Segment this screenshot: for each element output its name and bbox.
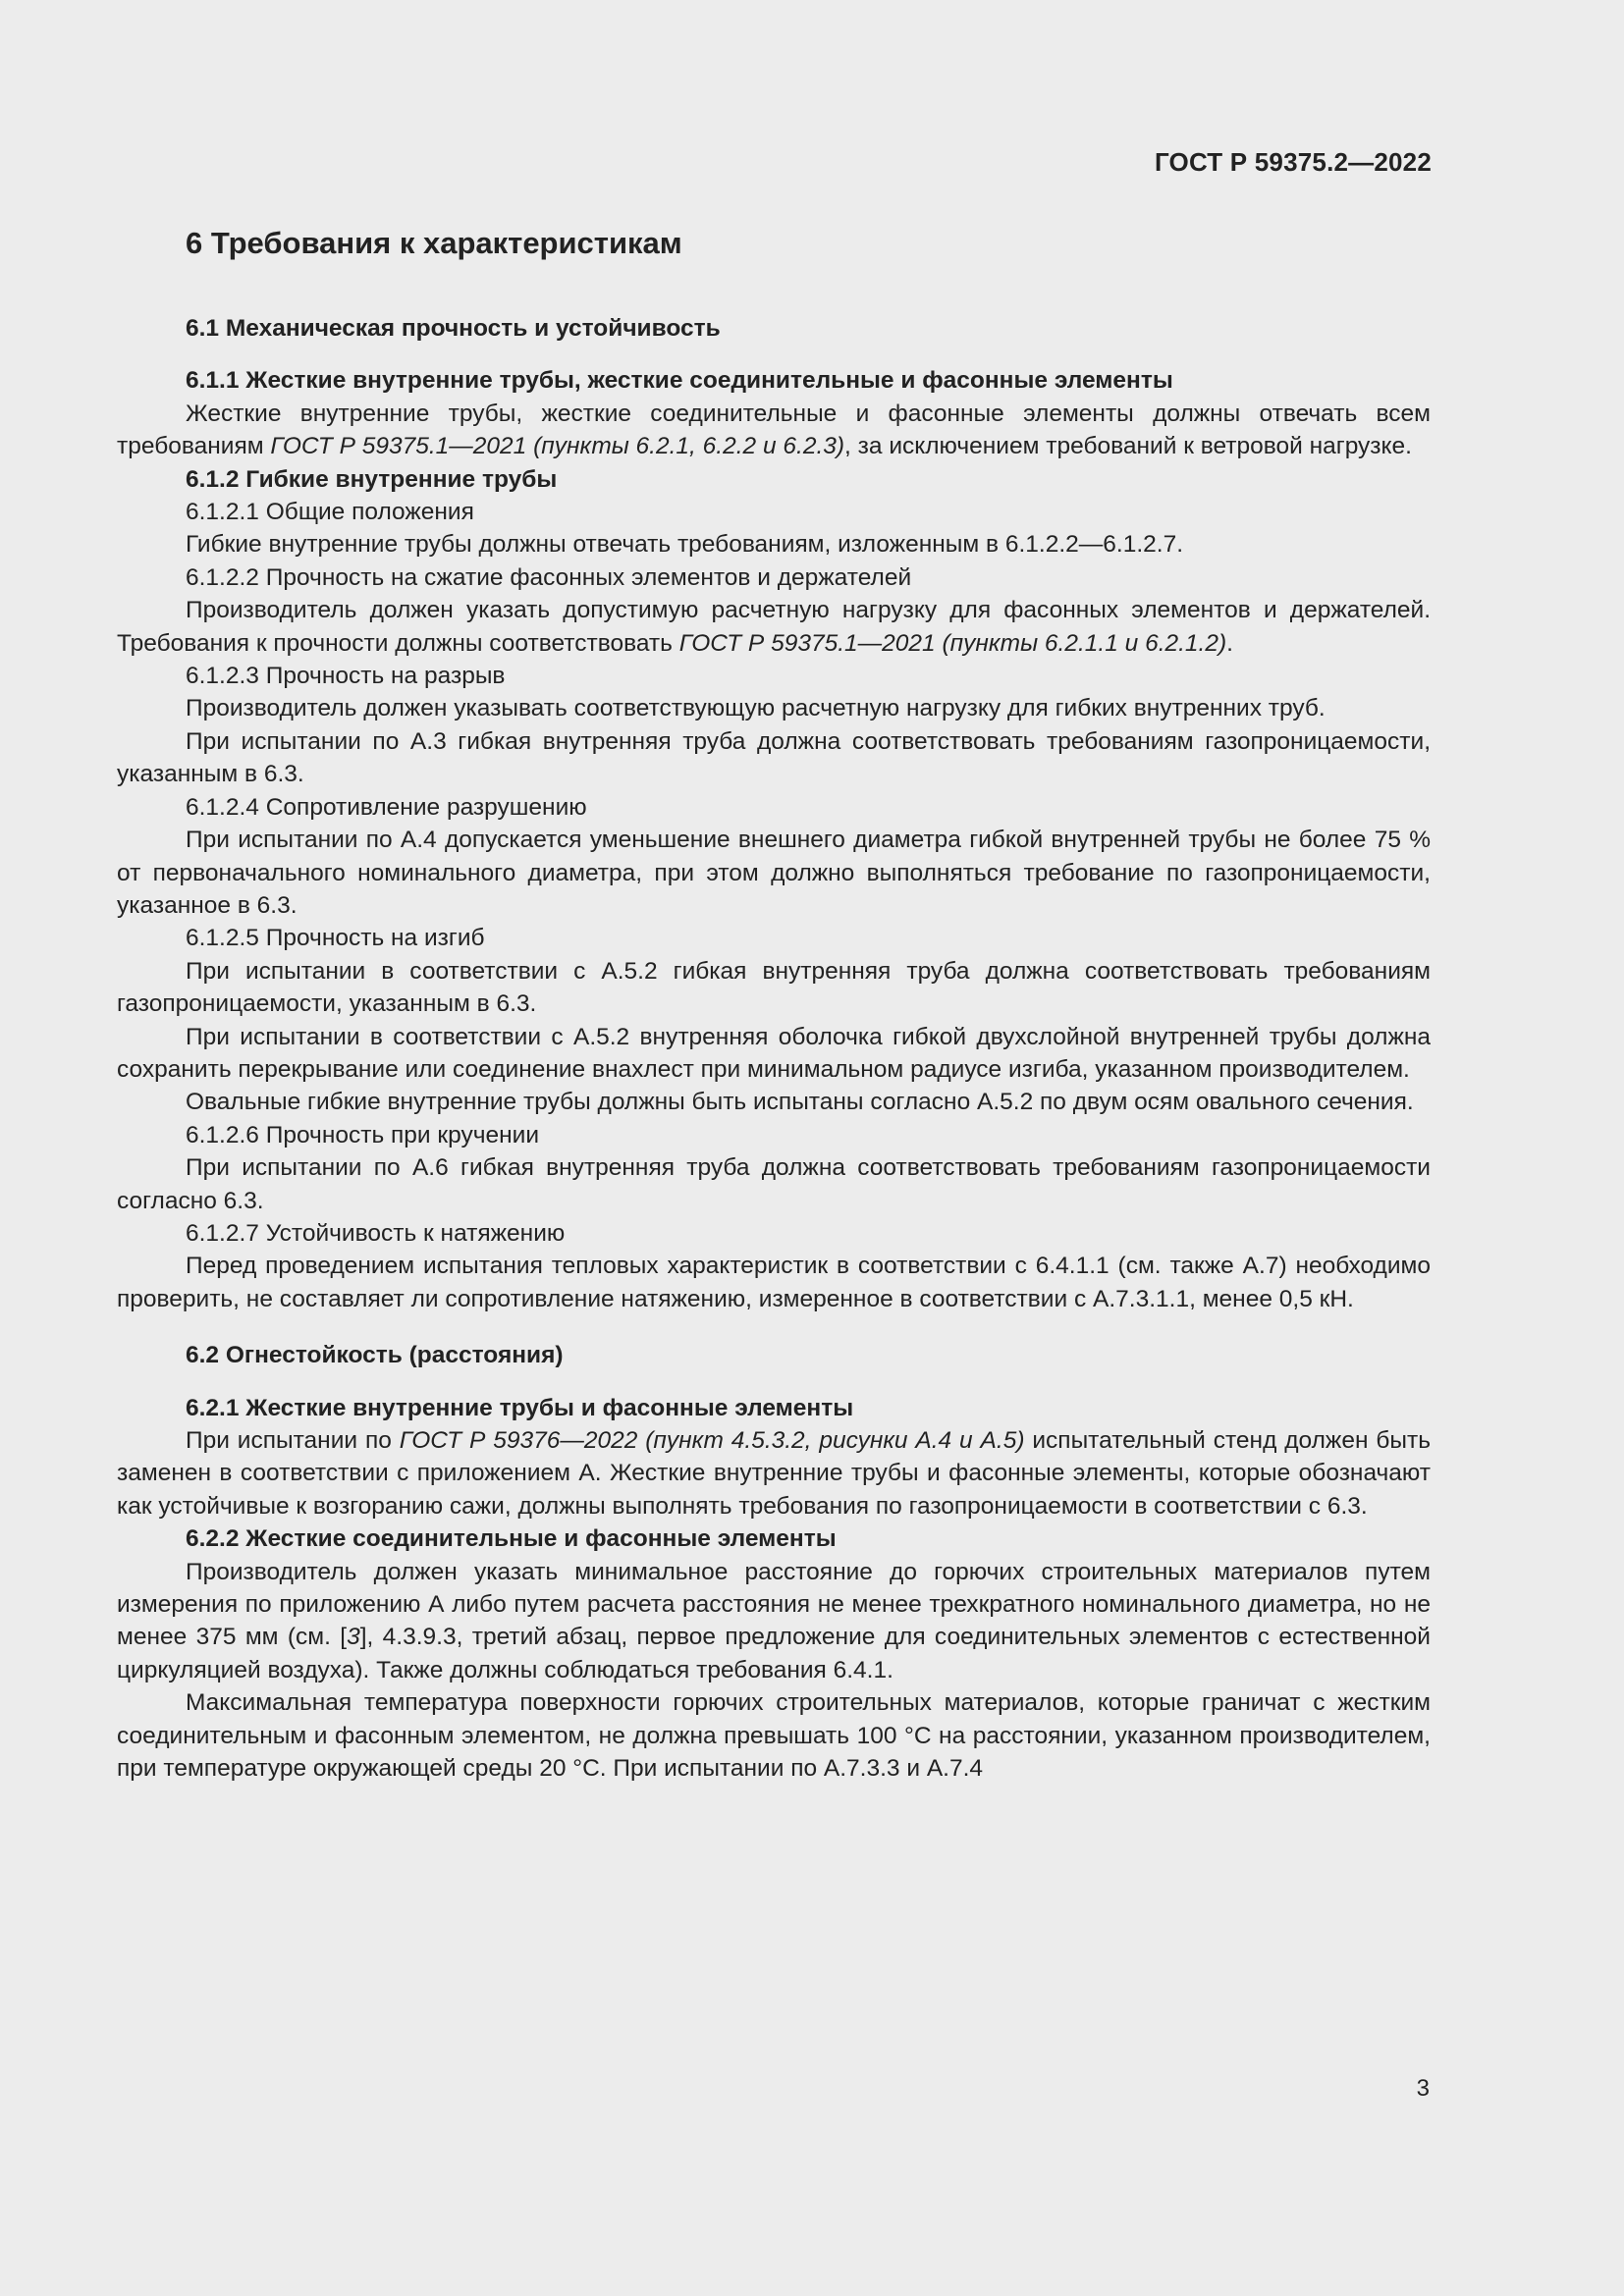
subsection-6-1-2-1-title: 6.1.2.1 Общие положения [186, 499, 474, 526]
text-run: ], 4.3.9.3, третий абзац, первое предложение для соединительных элементов с естественной циркуляцией воздуха). Также должны соблюдаться требования 6.4.1. [117, 1624, 1431, 1683]
subsection-6-1-2-title: 6.1.2 Гибкие внутренние трубы [186, 465, 558, 493]
page-number: 3 [1416, 2075, 1430, 2102]
subsection-6-1-2-3-title: 6.1.2.3 Прочность на разрыв [186, 663, 506, 690]
subsection-6-1-2-4-title: 6.1.2.4 Сопротивление разрушению [186, 793, 587, 821]
subsection-6-1-2-6-title: 6.1.2.6 Прочность при кручении [186, 1121, 540, 1148]
subsection-6-1-2-2-title: 6.1.2.2 Прочность на сжатие фасонных элементов и держателей [186, 563, 912, 591]
paragraph-6-1-2-5-text-3: Овальные гибкие внутренние трубы должны быть испытаны согласно А.5.2 по двум осям овального сечения. [186, 1089, 1414, 1116]
paragraph-6-1-2-4-text: При испытании по А.4 допускается уменьшение внешнего диаметра гибкой внутренней трубы не более 75 % от первоначального номинального диаметра, при этом должно выполняться требование по газопроницаемости, указанное в 6.3. [117, 827, 1431, 919]
paragraph-6-1-1-text [117, 398, 1431, 463]
standard-reference: ГОСТ Р 59376—2022 (пункт 4.5.3.2, рисунки А.4 и А.5) [399, 1427, 1025, 1454]
subsection-6-1-2-7-title: 6.1.2.7 Устойчивость к натяжению [186, 1219, 566, 1247]
subsection-6-1-1-title: 6.1.1 Жесткие внутренние трубы, жесткие соединительные и фасонные элементы [186, 367, 1173, 395]
paragraph-6-1-2-7-text: Перед проведением испытания тепловых характеристик в соответствии с 6.4.1.1 (см. также А.7) необходимо проверить, не составляет ли сопротивление натяжению, измеренное в соответствии с А.7.3.1.1, менее 0,5 кН. [117, 1253, 1431, 1312]
section-6-1-title: 6.1 Механическая прочность и устойчивость [186, 315, 721, 342]
document-code-header: ГОСТ Р 59375.2—2022 [1154, 147, 1432, 177]
standard-reference: ГОСТ Р 59375.1—2021 (пункты 6.2.1.1 и 6.2.1.2) [678, 629, 1227, 657]
paragraph-6-1-2-6-text: При испытании по А.6 гибкая внутренняя труба должна соответствовать требованиям газопроницаемости согласно 6.3. [117, 1154, 1431, 1214]
paragraph-6-1-2-5-text-2: При испытании в соответствии с А.5.2 внутренняя оболочка гибкой двухслойной внутренней трубы должна сохранить перекрывание или соединение внахлест при минимальном радиусе изгиба, указанном производителем. [117, 1023, 1431, 1083]
paragraph-6-1-2-2-text [117, 594, 1431, 660]
text-run: При испытании по [186, 1427, 400, 1454]
text-run: . [1226, 629, 1233, 657]
paragraph-6-2-2-text-2: Максимальная температура поверхности горючих строительных материалов, которые граничат с жестким соединительным и фасонным элементом, не должна превышать 100 °С на расстоянии, указанном производителем, при температуре окружающей среды 20 °С. При испытании по А.7.3.3 и А.7.4 [117, 1689, 1431, 1783]
paragraph-6-1-2-5-text-1: При испытании в соответствии с А.5.2 гибкая внутренняя труба должна соответствовать требованиям газопроницаемости, указанным в 6.3. [117, 957, 1431, 1018]
text-run: испытательный стенд должен быть заменен в соответствии с приложением А. Жесткие внутренние трубы и фасонные элементы, которые обозначают как устойчивые к возгоранию сажи, должны выполнять требования по газопроницаемости в соответствии с 6.3. [117, 1427, 1431, 1520]
text-run: Производитель должен указать минимальное расстояние до горючих строительных материалов путем измерения по приложению А либо путем расчета расстояния не менее трехкратного номинального диаметра, но не менее 375 мм (см. [ [117, 1558, 1431, 1651]
text-run: , за исключением требований к ветровой нагрузке. [844, 433, 1412, 460]
standard-reference: ГОСТ Р 59375.1—2021 (пункты 6.2.1, 6.2.2 и 6.2.3) [270, 433, 845, 460]
subsection-6-2-2-title: 6.2.2 Жесткие соединительные и фасонные элементы [186, 1525, 837, 1553]
text-run: Производитель должен указать допустимую расчетную нагрузку для фасонных элементов и держателей. Требования к прочности должны соответствовать [117, 597, 1431, 657]
chapter-title: 6 Требования к характеристикам [186, 226, 682, 260]
subsection-6-2-1-title: 6.2.1 Жесткие внутренние трубы и фасонные элементы [186, 1394, 854, 1421]
paragraph-6-1-2-3-text-1: Производитель должен указывать соответствующую расчетную нагрузку для гибких внутренних труб. [186, 695, 1326, 722]
bibliography-reference: 3 [347, 1624, 360, 1651]
paragraph-6-1-2-3-text-2: При испытании по А.3 гибкая внутренняя труба должна соответствовать требованиям газопроницаемости, указанным в 6.3. [117, 727, 1431, 788]
paragraph-6-1-2-1-text: Гибкие внутренние трубы должны отвечать требованиям, изложенным в 6.1.2.2—6.1.2.7. [186, 531, 1183, 559]
document-body [117, 222, 1431, 1785]
text-run: Жесткие внутренние трубы, жесткие соединительные и фасонные элементы должны отвечать всем требованиям [117, 400, 1431, 460]
subsection-6-1-2-5-title: 6.1.2.5 Прочность на изгиб [186, 925, 485, 952]
paragraph-6-2-2-text-1 [117, 1556, 1431, 1687]
paragraph-6-2-1-text [117, 1424, 1431, 1522]
section-6-2-title: 6.2 Огнестойкость (расстояния) [186, 1342, 564, 1369]
